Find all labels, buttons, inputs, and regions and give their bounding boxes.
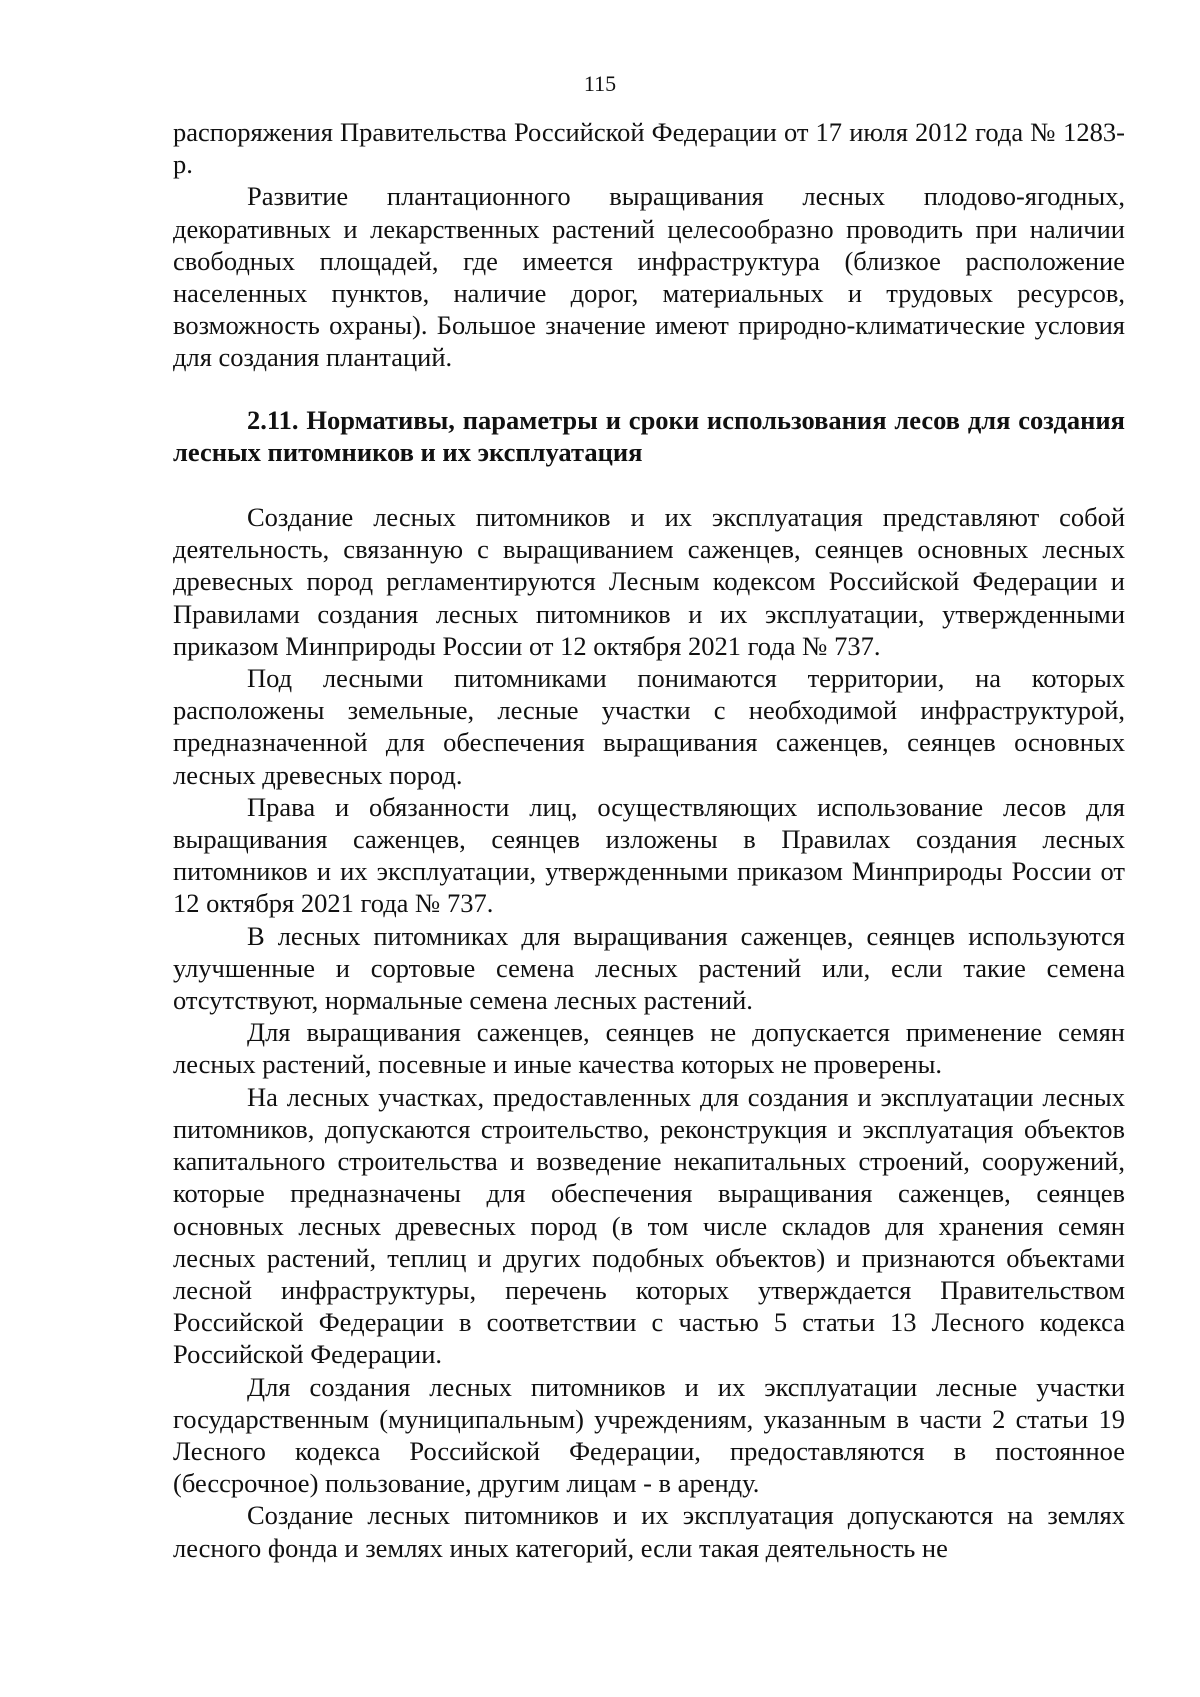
paragraph-seeds-not-allowed: Для выращивания саженцев, сеянцев не допускается применение семян лесных растений, посевные и иные качества которых не проверены. <box>173 1017 1125 1080</box>
paragraph-seeds-used: В лесных питомниках для выращивания саженцев, сеянцев используются улучшенные и сортовые семена лесных растений или, если такие семена отсутствуют, нормальные семена лесных растений. <box>173 920 1125 1016</box>
paragraph-continuation: распоряжения Правительства Российской Федерации от 17 июля 2012 года № 1283-р. <box>173 117 1125 180</box>
page-number: 115 <box>583 71 617 96</box>
paragraph-nursery-definition: Под лесными питомниками понимаются территории, на которых расположены земельные, лесные участки с необходимой инфраструктурой, предназначенной для обеспечения выращивания саженцев, сеянцев основных лесных древесных пород. <box>173 663 1125 790</box>
document-body <box>173 116 1125 1564</box>
paragraph-nursery-creation: Создание лесных питомников и их эксплуатация представляют собой деятельность, связанную с выращиванием саженцев, сеянцев основных лесных древесных пород регламентируются Лесным кодексом Российской Федерации и Правилами создания лесных питомников и их эксплуатации, утвержденными приказом Минприроды России от 12 октября 2021 года № 737. <box>173 502 1125 661</box>
spacer <box>173 374 1125 404</box>
paragraph-infrastructure: На лесных участках, предоставленных для создания и эксплуатации лесных питомников, допускаются строительство, реконструкция и эксплуатация объектов капитального строительства и возведение некапитальных строений, сооружений, которые предназначены для обеспечения выращивания саженцев, сеянцев основных лесных древесных пород (в том числе складов для хранения семян лесных растений, теплиц и других подобных объектов) и признаются объектами лесной инфраструктуры, перечень которых утверждается Правительством Российской Федерации в соответствии с частью 5 статьи 13 Лесного кодекса Российской Федерации. <box>173 1081 1125 1370</box>
paragraph-plantation-development: Развитие плантационного выращивания лесных плодово-ягодных, декоративных и лекарственных растений целесообразно проводить при наличии свободных площадей, где имеется инфраструктура (близкое расположение населенных пунктов, наличие дорог, материальных и трудовых ресурсов, возможность охраны). Большое значение имеют природно-климатические условия для создания плантаций. <box>173 181 1125 373</box>
spacer <box>173 468 1125 501</box>
paragraph-land-categories: Создание лесных питомников и их эксплуатация допускаются на землях лесного фонда и землях иных категорий, если такая деятельность не <box>173 1500 1125 1563</box>
section-heading: 2.11. Нормативы, параметры и сроки использования лесов для создания лесных питомников и их эксплуатация <box>173 404 1125 467</box>
paragraph-rights-obligations: Права и обязанности лиц, осуществляющих использование лесов для выращивания саженцев, сеянцев изложены в Правилах создания лесных питомников и их эксплуатации, утвержденными приказом Минприроды России от 12 октября 2021 года № 737. <box>173 791 1125 919</box>
paragraph-land-provision: Для создания лесных питомников и их эксплуатации лесные участки государственным (муниципальным) учреждениям, указанным в части 2 статьи 19 Лесного кодекса Российской Федерации, предоставляются в постоянное (бессрочное) пользование, другим лицам - в аренду. <box>173 1371 1125 1499</box>
